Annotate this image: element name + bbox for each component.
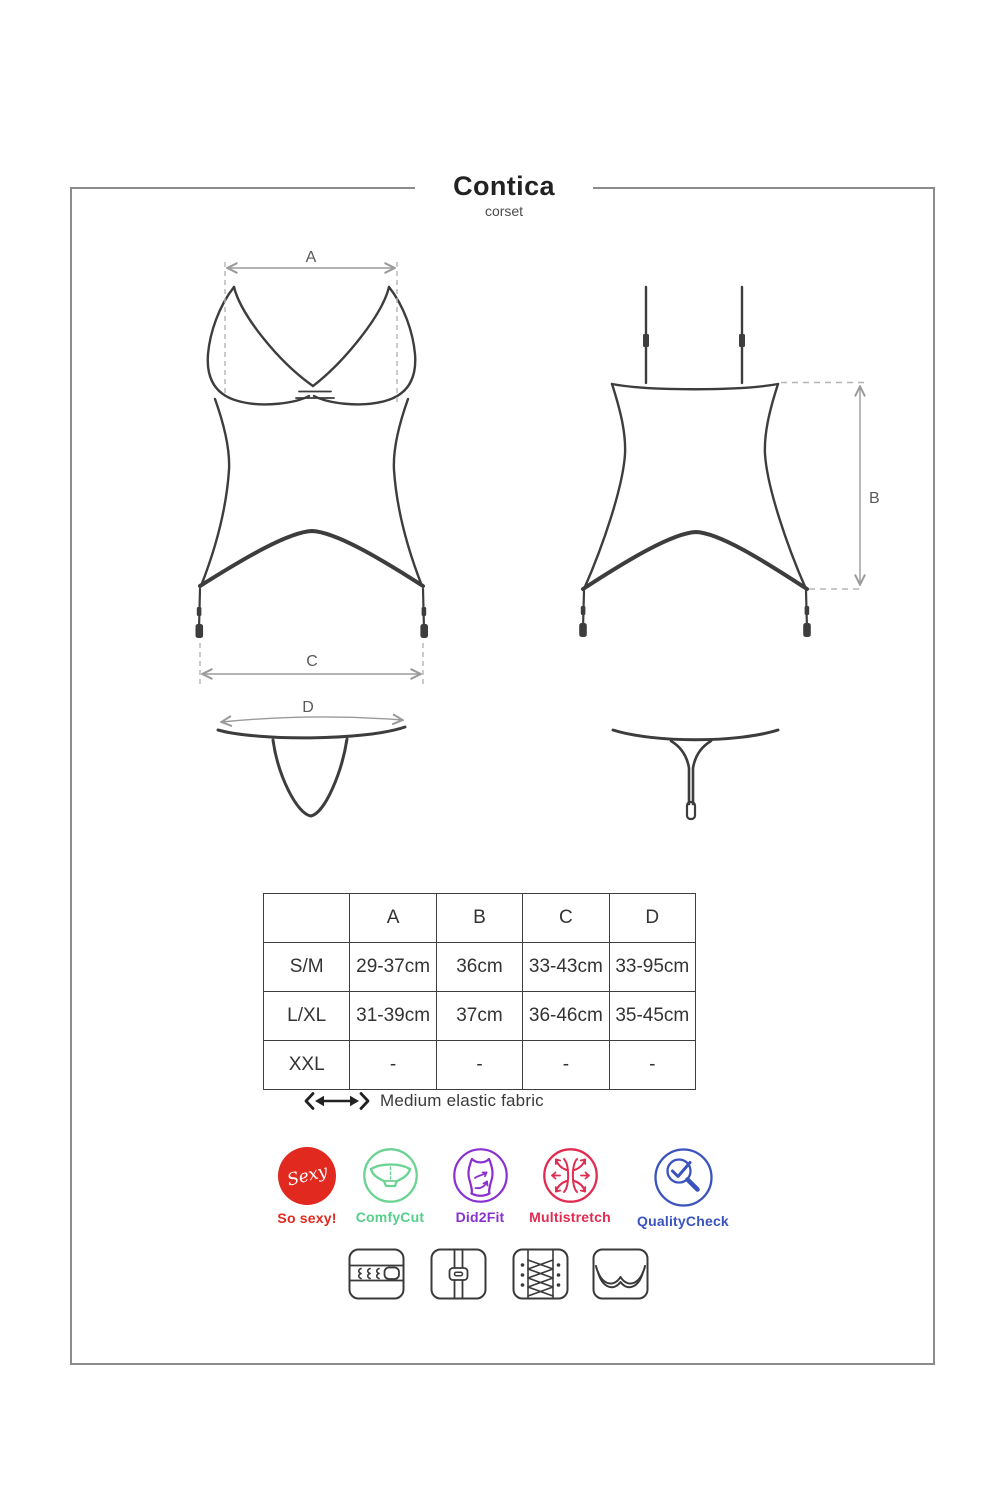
dimension-label-b: B — [869, 490, 880, 507]
size-row-label: XXL — [264, 1041, 350, 1090]
table-row — [264, 1041, 696, 1090]
col-header-c: C — [523, 894, 609, 943]
feature-label: Multistretch — [529, 1209, 611, 1225]
feature-label: Did2Fit — [455, 1209, 505, 1225]
size-cell: 29-37cm — [350, 943, 436, 992]
size-cell: - — [523, 1041, 609, 1090]
page-subtitle: corset — [484, 203, 524, 219]
col-header-b: B — [436, 894, 522, 943]
feature-label: ComfyCut — [355, 1209, 425, 1225]
size-cell: 35-45cm — [609, 992, 695, 1041]
table-row — [264, 943, 696, 992]
stretch-arrows-icon — [542, 1147, 599, 1204]
size-cell: - — [609, 1041, 695, 1090]
page-title: Contica — [453, 171, 555, 201]
size-cell: 36cm — [436, 943, 522, 992]
lace-up-back-icon — [512, 1248, 569, 1300]
size-cell: 33-43cm — [523, 943, 609, 992]
sexy-badge-text: Sexy — [284, 1161, 330, 1191]
thong-front-drawing — [218, 727, 405, 816]
thong-back-drawing — [613, 730, 778, 819]
dimension-label-d: D — [302, 699, 314, 716]
hook-and-eye-closure-icon — [348, 1248, 405, 1300]
col-header-d: D — [609, 894, 695, 943]
sexy-badge-icon — [278, 1147, 336, 1205]
size-cell: 33-95cm — [609, 943, 695, 992]
feature-label: QualityCheck — [637, 1213, 729, 1229]
col-header-blank — [264, 894, 350, 943]
dimension-label-c: C — [306, 653, 318, 670]
adjustable-strap-icon — [430, 1248, 487, 1300]
size-cell: 31-39cm — [350, 992, 436, 1041]
underwire-cups-icon — [592, 1248, 649, 1300]
panties-icon — [362, 1147, 419, 1204]
stretch-arrow-icon — [303, 1090, 371, 1112]
magnifier-check-icon — [653, 1147, 714, 1208]
feature-quality-check — [618, 1147, 748, 1229]
fabric-note: Medium elastic fabric — [380, 1091, 544, 1110]
size-cell: - — [350, 1041, 436, 1090]
fabric-legend — [303, 1088, 544, 1114]
fitted-top-icon — [452, 1147, 509, 1204]
table-header-row — [264, 894, 696, 943]
corset-front-drawing — [196, 287, 429, 638]
table-row — [264, 992, 696, 1041]
size-cell: 36-46cm — [523, 992, 609, 1041]
col-header-a: A — [350, 894, 436, 943]
size-cell: - — [436, 1041, 522, 1090]
title-block — [415, 145, 593, 233]
dimension-label-a: A — [305, 249, 317, 266]
feature-label: So sexy! — [277, 1210, 337, 1226]
corset-back-drawing — [579, 287, 811, 637]
feature-multistretch — [514, 1147, 626, 1225]
size-table — [263, 893, 696, 1090]
size-row-label: S/M — [264, 943, 350, 992]
dimension-lines — [200, 249, 880, 722]
size-row-label: L/XL — [264, 992, 350, 1041]
size-cell: 37cm — [436, 992, 522, 1041]
